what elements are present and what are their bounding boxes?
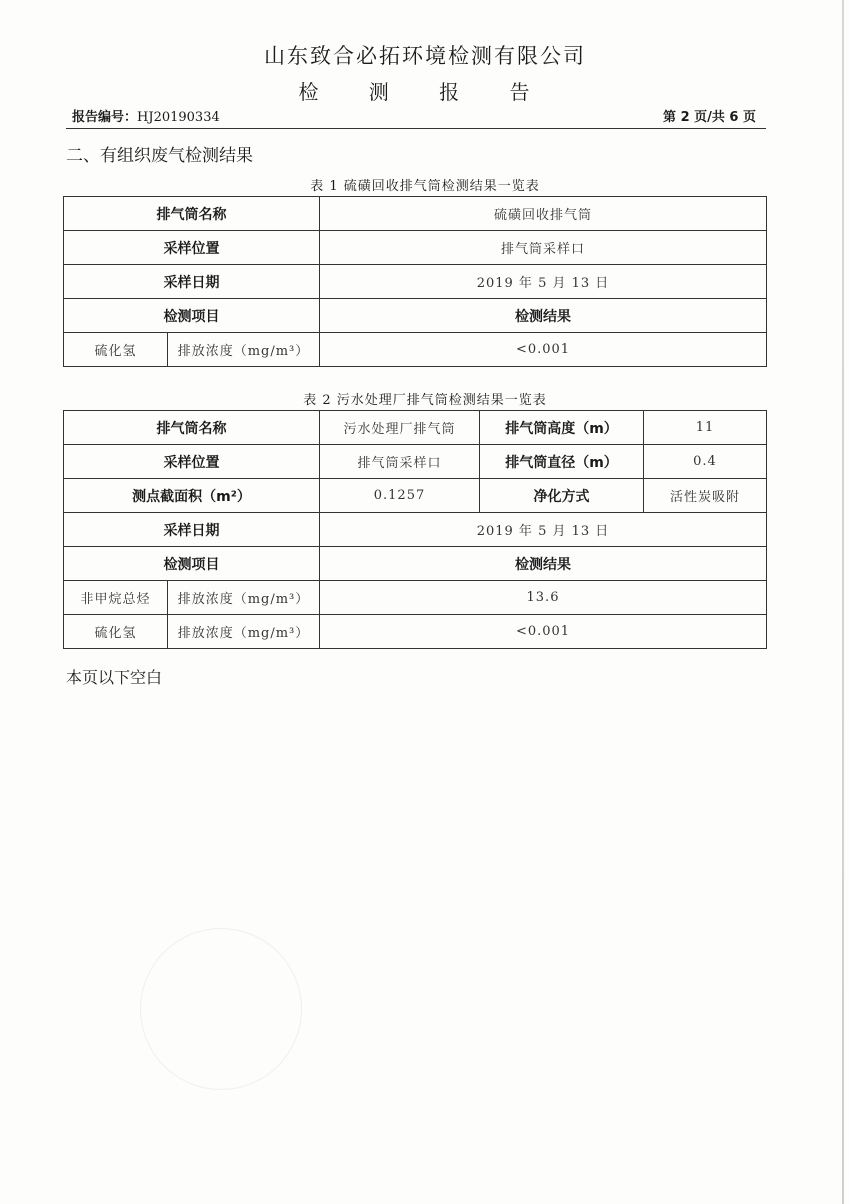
table1-result: <0.001 (320, 333, 767, 367)
table1-param: 排放浓度（mg/m³） (168, 333, 320, 367)
table-row (64, 615, 767, 649)
table-row (64, 445, 767, 479)
purification-label: 净化方式 (480, 479, 644, 513)
table1-value: 2019 年 5 月 13 日 (320, 265, 767, 299)
stack-diameter-label: 排气筒直径（m） (480, 445, 644, 479)
table-row (64, 333, 767, 367)
table2-item: 非甲烷总烃 (64, 581, 168, 615)
purification-value: 活性炭吸附 (644, 479, 767, 513)
table2-result: 13.6 (320, 581, 767, 615)
table1 (63, 196, 767, 367)
table-row (64, 299, 767, 333)
stack-diameter-value: 0.4 (644, 445, 767, 479)
table1-label: 排气筒名称 (64, 197, 320, 231)
table-row (64, 479, 767, 513)
table1-label: 采样日期 (64, 265, 320, 299)
result-label: 检测结果 (320, 547, 767, 581)
document-title: 检 测 报 告 (298, 80, 552, 104)
table2 (63, 410, 767, 649)
table-row (64, 411, 767, 445)
area-value: 0.1257 (320, 479, 480, 513)
report-number-value: HJ20190334 (137, 110, 220, 125)
table-row (64, 513, 767, 547)
table1-item: 硫化氢 (64, 333, 168, 367)
report-meta-row (66, 104, 766, 129)
page-info: 第 2 页/共 6 页 (663, 110, 756, 125)
table-row (64, 231, 767, 265)
sampling-location-label: 采样位置 (64, 445, 320, 479)
table2-item: 硫化氢 (64, 615, 168, 649)
stack-name-label: 排气筒名称 (64, 411, 320, 445)
report-number-label: 报告编号： (72, 110, 138, 125)
sampling-date-value: 2019 年 5 月 13 日 (320, 513, 767, 547)
table2-result: <0.001 (320, 615, 767, 649)
blank-below-note: 本页以下空白 (66, 668, 163, 687)
stack-height-label: 排气筒高度（m） (480, 411, 644, 445)
table1-label: 检测项目 (64, 299, 320, 333)
table1-label: 采样位置 (64, 231, 320, 265)
report-number (72, 106, 220, 125)
table-row (64, 581, 767, 615)
sampling-date-label: 采样日期 (64, 513, 320, 547)
table-row (64, 197, 767, 231)
table2-caption: 表 2 污水处理厂排气筒检测结果一览表 (303, 393, 547, 408)
company-name: 山东致合必拓环境检测有限公司 (264, 44, 586, 68)
table1-caption: 表 1 硫磺回收排气筒检测结果一览表 (310, 179, 540, 194)
table-row (64, 265, 767, 299)
table1-value: 硫磺回收排气筒 (320, 197, 767, 231)
sampling-location-value: 排气筒采样口 (320, 445, 480, 479)
table2-param: 排放浓度（mg/m³） (168, 615, 320, 649)
table-row (64, 547, 767, 581)
faint-seal-mark (140, 928, 302, 1090)
stack-name-value: 污水处理厂排气筒 (320, 411, 480, 445)
table1-value: 检测结果 (320, 299, 767, 333)
table1-value: 排气筒采样口 (320, 231, 767, 265)
section-heading: 二、有组织废气检测结果 (66, 146, 253, 166)
stack-height-value: 11 (644, 411, 767, 445)
item-label: 检测项目 (64, 547, 320, 581)
table2-param: 排放浓度（mg/m³） (168, 581, 320, 615)
area-label: 测点截面积（m²） (64, 479, 320, 513)
